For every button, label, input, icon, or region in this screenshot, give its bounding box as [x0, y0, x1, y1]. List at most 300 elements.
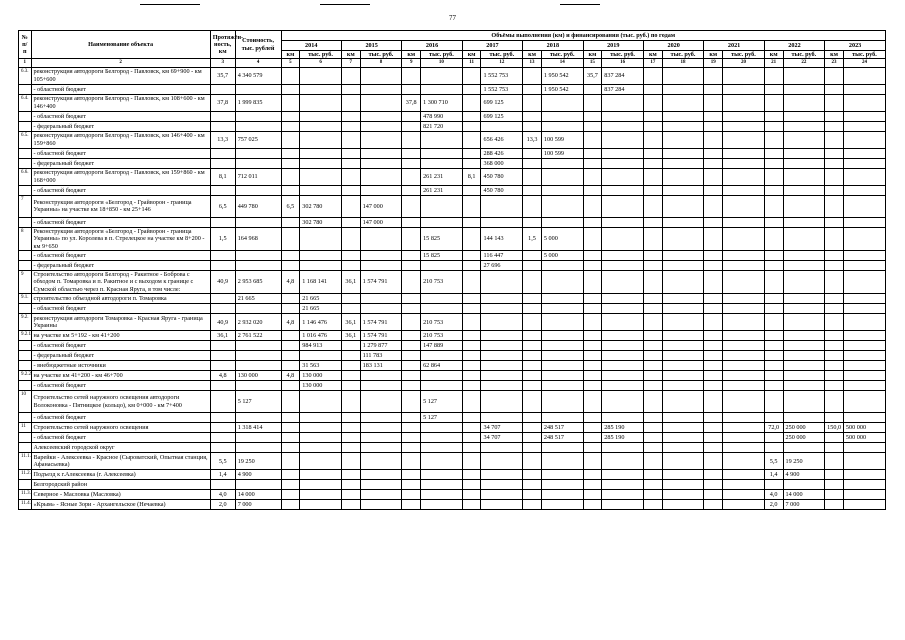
length-value [210, 84, 235, 94]
rub-value [723, 185, 765, 195]
km-value [825, 67, 844, 84]
unit-km-header: км [462, 51, 481, 59]
km-value: 4,8 [281, 371, 300, 381]
table-row [19, 371, 886, 381]
km-value [764, 351, 783, 361]
km-value [341, 185, 360, 195]
column-number: 3 [210, 59, 235, 67]
table-row [19, 261, 886, 271]
cost-value [235, 148, 281, 158]
rub-value [662, 304, 704, 314]
rub-value [723, 121, 765, 131]
rub-value: 261 231 [421, 185, 463, 195]
table-row [19, 361, 886, 371]
rub-value [300, 67, 342, 84]
rub-value [541, 500, 583, 510]
rub-value [843, 67, 885, 84]
rub-value [723, 453, 765, 470]
rub-value [723, 304, 765, 314]
rub-value [481, 500, 523, 510]
rub-value: 130 000 [300, 381, 342, 391]
rub-value [843, 217, 885, 227]
rub-value: 837 284 [602, 67, 644, 84]
km-value [764, 148, 783, 158]
km-value [825, 381, 844, 391]
rub-value [783, 413, 825, 423]
rub-value: 248 517 [541, 433, 583, 443]
rub-value [602, 158, 644, 168]
row-number: 9.1. [19, 294, 32, 304]
column-number: 7 [341, 59, 360, 67]
km-value [523, 251, 542, 261]
km-value [402, 67, 421, 84]
column-number: 21 [764, 59, 783, 67]
km-value [462, 195, 481, 217]
km-value [704, 423, 723, 433]
object-name: - областной бюджет [31, 185, 210, 195]
km-value [704, 185, 723, 195]
rub-value [602, 294, 644, 304]
rub-value [360, 391, 402, 413]
rub-value [300, 84, 342, 94]
km-value [825, 148, 844, 158]
length-value: 1,4 [210, 470, 235, 480]
km-value [402, 371, 421, 381]
column-number: 24 [843, 59, 885, 67]
rub-value [421, 470, 463, 480]
table-row [19, 351, 886, 361]
km-value [704, 261, 723, 271]
row-number: 6.6. [19, 168, 32, 185]
length-value [210, 261, 235, 271]
km-value [523, 490, 542, 500]
km-value [583, 413, 602, 423]
unit-rub-header: тыс. руб. [843, 51, 885, 59]
rub-value [481, 480, 523, 490]
rub-value: 250 000 [783, 433, 825, 443]
rub-value [723, 227, 765, 250]
rub-value [541, 314, 583, 331]
rub-value: 450 780 [481, 168, 523, 185]
rub-value [360, 251, 402, 261]
km-value [402, 470, 421, 480]
rub-value [300, 470, 342, 480]
table-row [19, 94, 886, 111]
km-value [825, 351, 844, 361]
km-value [402, 381, 421, 391]
rub-value [541, 453, 583, 470]
km-value [402, 271, 421, 294]
km-value [462, 121, 481, 131]
rub-value [360, 371, 402, 381]
km-value [341, 84, 360, 94]
rub-value [360, 168, 402, 185]
rub-value [843, 304, 885, 314]
rub-value: 1 168 141 [300, 271, 342, 294]
row-number [19, 148, 32, 158]
km-value [281, 158, 300, 168]
column-number-row [19, 59, 886, 67]
length-value [210, 148, 235, 158]
km-value [402, 304, 421, 314]
km-value [643, 433, 662, 443]
object-name: на участке км 41+200 - км 46+700 [31, 371, 210, 381]
km-value [281, 331, 300, 341]
rub-value: 31 563 [300, 361, 342, 371]
rub-value: 1 300 710 [421, 94, 463, 111]
km-value [281, 227, 300, 250]
rub-value [783, 111, 825, 121]
rub-value [300, 168, 342, 185]
rub-value: 21 665 [300, 304, 342, 314]
rub-value [723, 371, 765, 381]
table-row [19, 168, 886, 185]
rub-value [662, 470, 704, 480]
row-number: 9.2.2. [19, 371, 32, 381]
rub-value [541, 413, 583, 423]
object-name: Подъезд к г.Алексеевка (г. Алексеевка) [31, 470, 210, 480]
km-value [523, 480, 542, 490]
rub-value [843, 158, 885, 168]
rub-value [300, 443, 342, 453]
rub-value: 210 753 [421, 331, 463, 341]
km-value [281, 131, 300, 148]
rub-value [541, 111, 583, 121]
rub-value: 144 143 [481, 227, 523, 250]
km-value [523, 314, 542, 331]
rub-value [541, 331, 583, 341]
rub-value [843, 168, 885, 185]
rub-value [843, 251, 885, 261]
km-value: 36,1 [341, 331, 360, 341]
rub-value [662, 148, 704, 158]
rub-value [541, 470, 583, 480]
km-value [462, 84, 481, 94]
km-value [825, 371, 844, 381]
km-value [643, 391, 662, 413]
km-value [402, 121, 421, 131]
km-value [462, 423, 481, 433]
km-value [523, 433, 542, 443]
object-name: - областной бюджет [31, 251, 210, 261]
rub-value [541, 261, 583, 271]
rub-value [843, 94, 885, 111]
km-value [583, 361, 602, 371]
row-number: 11.2. [19, 470, 32, 480]
km-value [402, 84, 421, 94]
km-value [462, 500, 481, 510]
rub-value [541, 217, 583, 227]
rub-value: 15 825 [421, 227, 463, 250]
rub-value [360, 294, 402, 304]
rub-value [783, 271, 825, 294]
rub-value [602, 251, 644, 261]
rub-value [843, 227, 885, 250]
km-value [462, 443, 481, 453]
table-row [19, 423, 886, 433]
rub-value [421, 294, 463, 304]
rub-value [360, 490, 402, 500]
rub-value [541, 195, 583, 217]
rub-value [300, 261, 342, 271]
km-value [643, 227, 662, 250]
km-value [281, 443, 300, 453]
rub-value [360, 261, 402, 271]
object-name: реконструкция автодороги Белгород - Павловск, км 159+860 - км 168+000 [31, 168, 210, 185]
cost-value [235, 217, 281, 227]
rub-value: 1 552 753 [481, 84, 523, 94]
km-value [825, 304, 844, 314]
table-row [19, 391, 886, 413]
rub-value [783, 351, 825, 361]
km-value [281, 217, 300, 227]
km-value [643, 294, 662, 304]
rub-value: 210 753 [421, 271, 463, 294]
rub-value [481, 381, 523, 391]
km-value [523, 470, 542, 480]
rub-value [843, 480, 885, 490]
rub-value [662, 195, 704, 217]
rub-value: 62 864 [421, 361, 463, 371]
rub-value: 21 665 [300, 294, 342, 304]
length-value [210, 341, 235, 351]
cost-value: 21 665 [235, 294, 281, 304]
table-row [19, 67, 886, 84]
km-value [523, 391, 542, 413]
km-value [704, 341, 723, 351]
km-value [523, 304, 542, 314]
rub-value [662, 251, 704, 261]
km-value [825, 480, 844, 490]
rub-value [662, 443, 704, 453]
km-value [281, 168, 300, 185]
volumes-header: Объёмы выполнения (км) и финансирования (тыс. руб.) по годам [281, 31, 885, 41]
km-value [825, 361, 844, 371]
km-value [341, 423, 360, 433]
rub-value [602, 341, 644, 351]
rub-value: 1 950 542 [541, 67, 583, 84]
rub-value [662, 314, 704, 331]
rub-value [783, 314, 825, 331]
rub-value [541, 371, 583, 381]
rub-value [783, 84, 825, 94]
rub-value [723, 470, 765, 480]
km-value [402, 168, 421, 185]
rub-value [843, 453, 885, 470]
row-number: 11.4. [19, 500, 32, 510]
rub-value [662, 341, 704, 351]
rub-value [602, 331, 644, 341]
column-number: 10 [421, 59, 463, 67]
rub-value [421, 480, 463, 490]
rub-value [300, 391, 342, 413]
km-value [281, 261, 300, 271]
rub-value [602, 371, 644, 381]
rub-value [541, 443, 583, 453]
row-number [19, 381, 32, 391]
km-value [341, 351, 360, 361]
km-value [764, 443, 783, 453]
rub-value [602, 361, 644, 371]
table-row [19, 480, 886, 490]
km-value [341, 361, 360, 371]
km-value [523, 371, 542, 381]
rub-value [421, 433, 463, 443]
rub-value [662, 351, 704, 361]
unit-rub-header: тыс. руб. [300, 51, 342, 59]
rub-value [662, 413, 704, 423]
rub-value [481, 271, 523, 294]
rub-value [723, 84, 765, 94]
km-value [523, 500, 542, 510]
year-header: 2023 [825, 41, 886, 51]
rub-value [602, 391, 644, 413]
km-value [825, 341, 844, 351]
rub-value: 288 426 [481, 148, 523, 158]
km-value [462, 111, 481, 121]
column-number: 18 [662, 59, 704, 67]
rub-value: 130 000 [300, 371, 342, 381]
km-value [764, 227, 783, 250]
rub-value [360, 111, 402, 121]
rub-value [723, 433, 765, 443]
km-value [704, 168, 723, 185]
km-value [643, 271, 662, 294]
rub-value [360, 453, 402, 470]
km-value: 36,1 [341, 271, 360, 294]
column-number: 17 [643, 59, 662, 67]
km-value [704, 443, 723, 453]
length-value [210, 433, 235, 443]
km-value [583, 453, 602, 470]
rub-value [662, 217, 704, 227]
year-header: 2014 [281, 41, 341, 51]
rub-value [662, 453, 704, 470]
km-value [583, 168, 602, 185]
length-value [210, 391, 235, 413]
rub-value: 147 000 [360, 195, 402, 217]
km-value [281, 361, 300, 371]
rub-value [421, 84, 463, 94]
rub-value [300, 185, 342, 195]
km-value [341, 381, 360, 391]
km-value [643, 480, 662, 490]
rub-value [481, 304, 523, 314]
rub-value [360, 84, 402, 94]
unit-rub-header: тыс. руб. [783, 51, 825, 59]
km-value [583, 314, 602, 331]
km-value [523, 381, 542, 391]
rub-value [662, 271, 704, 294]
km-value [825, 453, 844, 470]
rub-value [783, 217, 825, 227]
km-value [643, 131, 662, 148]
km-value [583, 227, 602, 250]
year-header: 2017 [462, 41, 522, 51]
rub-value [783, 341, 825, 351]
km-value [341, 131, 360, 148]
km-value [583, 371, 602, 381]
km-value [523, 217, 542, 227]
length-value [210, 251, 235, 261]
rub-value [421, 217, 463, 227]
row-number [19, 433, 32, 443]
object-name: «Крым» - Ясные Зори - Архангельское (Нечаевка) [31, 500, 210, 510]
rub-value [843, 391, 885, 413]
rub-value: 837 284 [602, 84, 644, 94]
km-value: 6,5 [281, 195, 300, 217]
length-value: 40,9 [210, 271, 235, 294]
rub-value [723, 331, 765, 341]
rub-value [783, 121, 825, 131]
rub-value [662, 94, 704, 111]
km-value [583, 480, 602, 490]
rub-value [300, 480, 342, 490]
length-value: 2,0 [210, 500, 235, 510]
rub-value [783, 227, 825, 250]
km-value [704, 158, 723, 168]
km-value [281, 94, 300, 111]
km-value [341, 168, 360, 185]
rub-value [783, 391, 825, 413]
rub-value [723, 94, 765, 111]
unit-km-header: км [281, 51, 300, 59]
km-value [825, 294, 844, 304]
km-value [764, 314, 783, 331]
row-number [19, 158, 32, 168]
column-number: 19 [704, 59, 723, 67]
table-row [19, 251, 886, 261]
km-value: 13,3 [523, 131, 542, 148]
km-value [523, 331, 542, 341]
year-header: 2019 [583, 41, 643, 51]
row-number: 10 [19, 391, 32, 413]
table-row [19, 490, 886, 500]
rub-value [783, 381, 825, 391]
km-value [462, 131, 481, 148]
rub-value [481, 361, 523, 371]
table-row [19, 470, 886, 480]
km-value [643, 341, 662, 351]
rub-value [300, 413, 342, 423]
km-value [523, 158, 542, 168]
km-value [402, 195, 421, 217]
km-value [764, 433, 783, 443]
row-number: 11 [19, 423, 32, 433]
km-value [523, 294, 542, 304]
object-name: - областной бюджет [31, 84, 210, 94]
cost-value [235, 304, 281, 314]
km-value [764, 413, 783, 423]
rub-value [843, 500, 885, 510]
rub-value [421, 304, 463, 314]
rub-value [723, 131, 765, 148]
rub-value: 250 000 [783, 423, 825, 433]
km-value [764, 168, 783, 185]
rub-value [300, 121, 342, 131]
rub-value [783, 294, 825, 304]
km-value [462, 453, 481, 470]
object-name: Реконструкция автодороги «Белгород - Грайворон - граница Украины» на участке км 18+850 - км 25+146 [31, 195, 210, 217]
page-edge-mark [140, 4, 200, 5]
object-name: - областной бюджет [31, 148, 210, 158]
rub-value [783, 331, 825, 341]
table-row [19, 443, 886, 453]
rub-value [843, 185, 885, 195]
km-value [341, 500, 360, 510]
cost-value: 2 953 685 [235, 271, 281, 294]
km-value [281, 67, 300, 84]
